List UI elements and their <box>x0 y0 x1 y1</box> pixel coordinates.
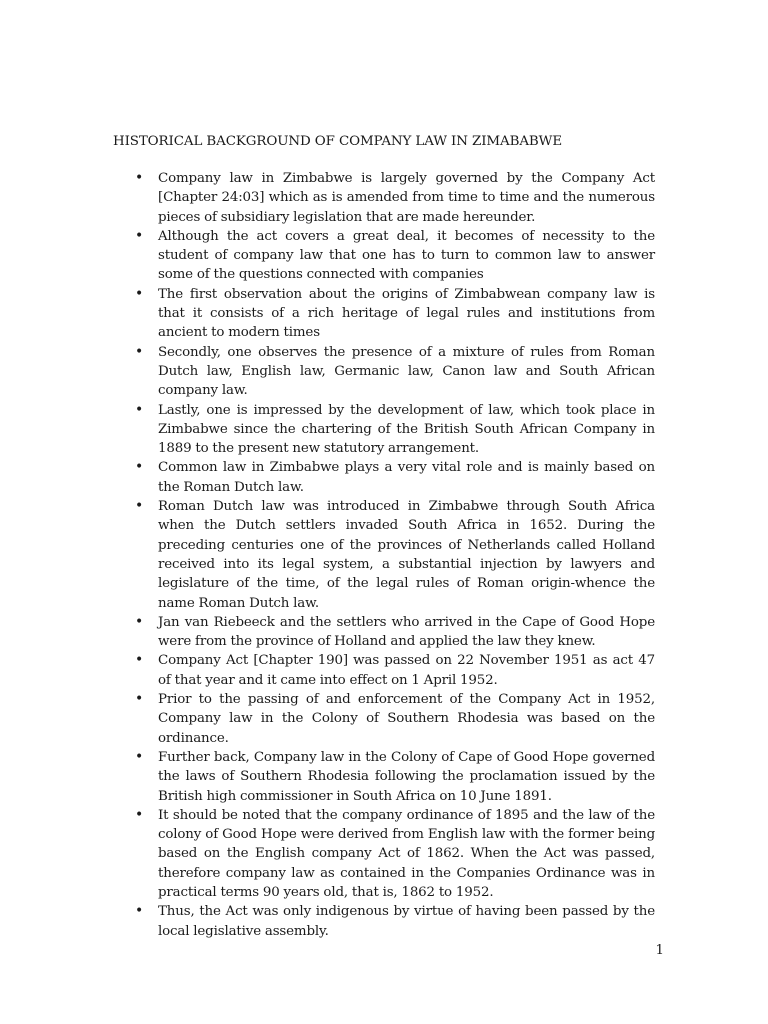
bullet-icon: • <box>135 285 144 302</box>
page-number: 1 <box>655 943 664 958</box>
bullet-text: Lastly, one is impressed by the development of law, which took place in Zimbabwe since the chartering of the British South African Company in 1889 to the present new statutory arrangement. <box>158 402 655 457</box>
bullet-text: Company Act [Chapter 190] was passed on 22 November 1951 as act 47 of that year and it came into effect on 1 April 1952. <box>158 653 655 688</box>
bullet-text: Prior to the passing of and enforcement of the Company Act in 1952, Company law in the Colony of Southern Rhodesia was based on the ordinance. <box>158 692 655 746</box>
bullet-text: Roman Dutch law was introduced in Zimbabwe through South Africa when the Dutch settlers invaded South Africa in 1652. During the preceding centuries one of the provinces of Netherlands called Holland received into its legal system, a substantial injection by lawyers and legislature of the time, of the legal rules of Roman origin-whence the name Roman Dutch law. <box>158 499 655 611</box>
list-item <box>0 902 768 941</box>
bullet-icon: • <box>135 652 144 669</box>
bullet-icon: • <box>135 343 144 360</box>
list-item <box>0 748 768 806</box>
bullet-icon: • <box>135 613 144 630</box>
list-item <box>0 169 768 227</box>
list-item <box>0 401 768 459</box>
document-title: HISTORICAL BACKGROUND OF COMPANY LAW IN ZIMABABWE <box>113 134 562 149</box>
bullet-icon: • <box>135 170 144 186</box>
list-item <box>0 285 768 343</box>
bullet-text: Jan van Riebeeck and the settlers who arrived in the Cape of Good Hope were from the province of Holland and applied the law they knew. <box>158 614 655 650</box>
bullet-text: It should be noted that the company ordinance of 1895 and the law of the colony of Good Hope were derived from English law with the former being based on the English company Act of 1862. When the Act was passed, therefore company law as contained in the Companies Ordinance was in practical terms 90 years old, that is, 1862 to 1952. <box>158 807 655 900</box>
bullet-icon: • <box>135 903 144 920</box>
bullet-text: Secondly, one observes the presence of a mixture of rules from Roman Dutch law, English law, Germanic law, Canon law and South African company law. <box>158 344 655 399</box>
bullet-icon: • <box>135 691 144 708</box>
list-item <box>0 806 768 902</box>
bullet-text: The first observation about the origins of Zimbabwean company law is that it consists of a rich heritage of legal rules and institutions from ancient to modern times <box>158 286 655 341</box>
bullet-icon: • <box>135 459 144 476</box>
bullet-text: Common law in Zimbabwe plays a very vital role and is mainly based on the Roman Dutch law. <box>158 460 655 495</box>
bullet-icon: • <box>135 806 144 823</box>
list-item <box>0 651 768 690</box>
bullet-icon: • <box>135 748 144 765</box>
bullet-text: Thus, the Act was only indigenous by virtue of having been passed by the local legislative assembly. <box>158 904 655 939</box>
bullet-icon: • <box>135 401 144 418</box>
bullet-icon: • <box>135 227 144 244</box>
bullet-text: Although the act covers a great deal, it becomes of necessity to the student of company law that one has to turn to common law to answer some of the questions connected with companies <box>158 228 655 283</box>
list-item <box>0 227 768 285</box>
bullet-list <box>0 169 768 941</box>
list-item <box>0 343 768 401</box>
bullet-text: Company law in Zimbabwe is largely governed by the Company Act [Chapter 24:03] which as is amended from time to time and the numerous pieces of subsidiary legislation that are made hereunder. <box>158 171 655 225</box>
bullet-text: Further back, Company law in the Colony of Cape of Good Hope governed the laws of Southern Rhodesia following the proclamation issued by the British high commissioner in South Africa on 10 June 1891. <box>158 749 655 804</box>
list-item <box>0 613 768 652</box>
list-item <box>0 690 768 748</box>
list-item <box>0 497 768 613</box>
bullet-icon: • <box>135 498 144 515</box>
list-item <box>0 458 768 497</box>
